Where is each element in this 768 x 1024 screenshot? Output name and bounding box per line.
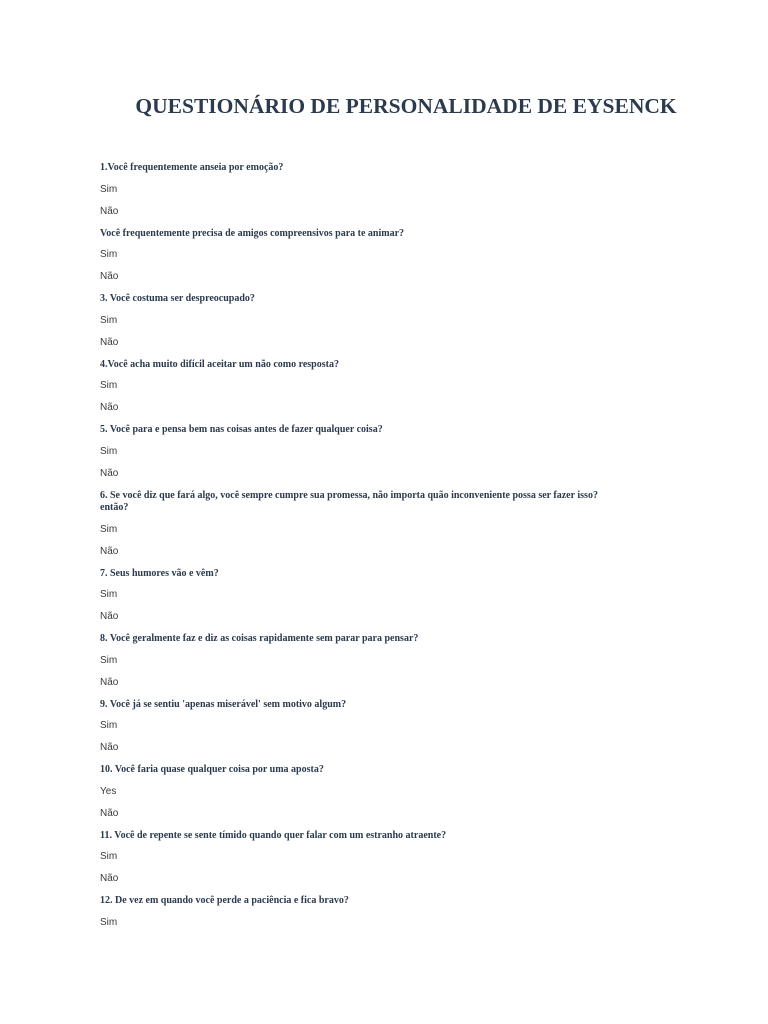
answer-option-nao: Não [100,611,119,622]
question-text: 9. Você já se sentiu 'apenas miserável' sem motivo algum? [100,698,347,710]
answer-option-sim: Sim [100,314,118,326]
answer-option-sim: Sim [100,851,118,862]
answer-option-nao: Não [100,467,119,479]
question-item [100,293,620,349]
question-item [100,633,620,689]
question-text: 11. Você de repente se sente tímido quando quer falar com um estranho atraente? [100,829,447,841]
question-item [100,228,620,284]
answer-option-sim: Sim [100,720,118,731]
question-text: 7. Seus humores vão e vêm? [100,567,219,579]
answer-option-sim: Sim [100,916,118,928]
question-item [100,490,620,558]
question-item [100,699,620,755]
question-text: 3. Você costuma ser despreocupado? [100,293,255,304]
answer-option-nao: Não [100,807,119,819]
question-text: 12. De vez em quando você perde a paciência e fica bravo? [100,895,349,906]
answer-option-sim: Sim [100,589,118,600]
answer-option-nao: Não [100,676,119,688]
answer-option-nao: Não [100,402,119,413]
answer-option-nao: Não [100,873,119,884]
answer-option-sim: Sim [100,249,118,260]
answer-option-sim: Sim [100,183,118,195]
answer-option-sim: Sim [100,445,118,457]
question-item [100,764,620,820]
question-list [100,162,620,939]
answer-option-nao: Não [100,742,119,753]
question-item [100,895,620,929]
question-item [100,424,620,480]
question-item [100,830,620,886]
answer-option-yes: Yes [100,785,117,797]
question-item [100,359,620,415]
answer-option-nao: Não [100,271,119,282]
question-text: 6. Se você diz que fará algo, você sempre cumpre sua promessa, não importa quão inconveniente possa ser fazer isso? então? [100,489,598,513]
question-text: 4.Você acha muito difícil aceitar um não como resposta? [100,358,339,370]
answer-option-sim: Sim [100,523,118,535]
page-title: QUESTIONÁRIO DE PERSONALIDADE DE EYSENCK [135,94,677,118]
answer-option-sim: Sim [100,380,118,391]
answer-option-nao: Não [100,545,119,557]
question-text: Você frequentemente precisa de amigos compreensivos para te animar? [100,227,405,239]
answer-option-sim: Sim [100,654,118,666]
question-text: 5. Você para e pensa bem nas coisas antes de fazer qualquer coisa? [100,424,383,435]
question-text: 10. Você faria quase qualquer coisa por uma aposta? [100,764,324,775]
question-item [100,162,620,218]
question-text: 1.Você frequentemente anseia por emoção? [100,162,284,173]
answer-option-nao: Não [100,336,119,348]
answer-option-nao: Não [100,205,119,217]
question-item [100,568,620,624]
question-text: 8. Você geralmente faz e diz as coisas rapidamente sem parar para pensar? [100,633,419,644]
